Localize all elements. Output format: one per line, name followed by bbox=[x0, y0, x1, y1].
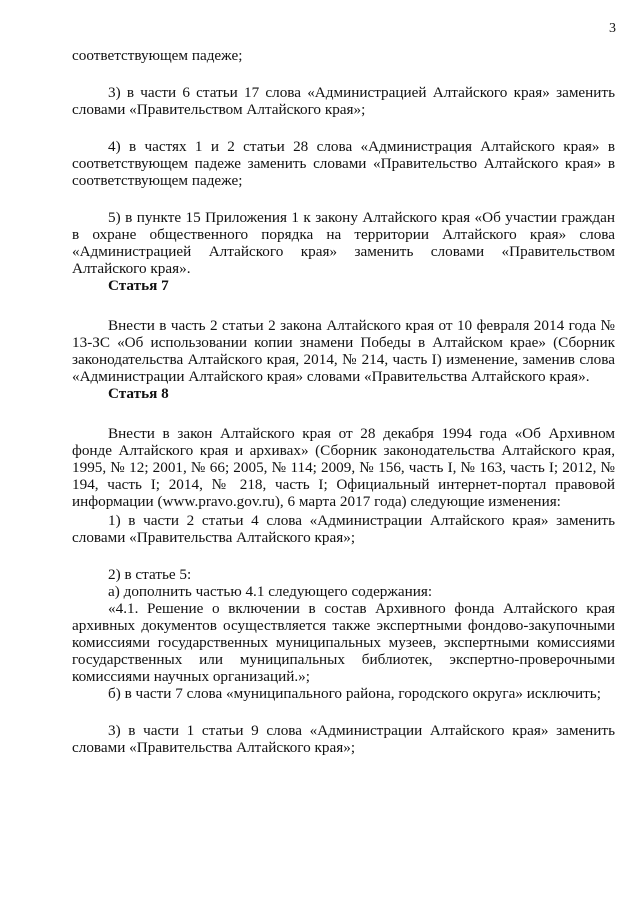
document-body bbox=[72, 47, 615, 756]
article-8-heading: Статья 8 bbox=[108, 385, 169, 402]
article-8-item-1-paragraph: 1) в части 2 статьи 4 слова «Администрации Алтайского края» заменить словами «Правительства Алтайского края»; bbox=[72, 512, 615, 546]
article-8-item-3-paragraph: 3) в части 1 статьи 9 слова «Администрации Алтайского края» заменить словами «Правительства Алтайского края»; bbox=[72, 722, 615, 756]
continuation-paragraph: соответствующем падеже; bbox=[72, 47, 243, 64]
article-7-paragraph: Внести в часть 2 статьи 2 закона Алтайского края от 10 февраля 2014 года № 13-ЗС «Об использовании копии знамени Победы в Алтайском крае» (Сборник законодательства Алтайского края, 2014, № 214, часть I) изменение, заменив слова «Администрации Алтайского края» словами «Правительства Алтайского края». bbox=[72, 317, 615, 385]
item-5-paragraph: 5) в пункте 15 Приложения 1 к закону Алтайского края «Об участии граждан в охране общественного порядка на территории Алтайского края» слова «Администрацией Алтайского края» заменить словами «Правительством Алтайского края». bbox=[72, 209, 615, 277]
page-number: 3 bbox=[609, 21, 616, 36]
article-8-item-2b-paragraph: б) в части 7 слова «муниципального района, городского округа» исключить; bbox=[108, 685, 601, 702]
article-8-item-2a-paragraph: а) дополнить частью 4.1 следующего содержания: bbox=[108, 583, 433, 600]
item-3-paragraph: 3) в части 6 статьи 17 слова «Администрацией Алтайского края» заменить словами «Правительством Алтайского края»; bbox=[72, 84, 615, 118]
article-7-heading: Статья 7 bbox=[108, 277, 169, 294]
item-4-paragraph: 4) в частях 1 и 2 статьи 28 слова «Администрация Алтайского края» в соответствующем падеже заменить словами «Правительство Алтайского края» в соответствующем падеже; bbox=[72, 138, 615, 189]
article-8-item-2-paragraph: 2) в статье 5: bbox=[108, 566, 192, 583]
quoted-part-4-1-paragraph: «4.1. Решение о включении в состав Архивного фонда Алтайского края архивных документов осуществляется также экспертными фондово-закупочными комиссиями государственных муниципальных музеев, экспертными комиссиями государственных или муниципальных библиотек, экспертно-проверочными комиссиями научных организаций.»; bbox=[72, 600, 615, 685]
article-8-intro-paragraph: Внести в закон Алтайского края от 28 декабря 1994 года «Об Архивном фонде Алтайского края и архивах» (Сборник законодательства Алтайского края, 1995, № 12; 2001, № 66; 2005, № 114; 2009, № 156, часть I, № 163, часть I; 2012, № 194, часть I; 2014, № 218, часть I; Официальный интернет-портал правовой информации (www.pravo.gov.ru), 6 марта 2017 года) следующие изменения: bbox=[72, 425, 615, 510]
